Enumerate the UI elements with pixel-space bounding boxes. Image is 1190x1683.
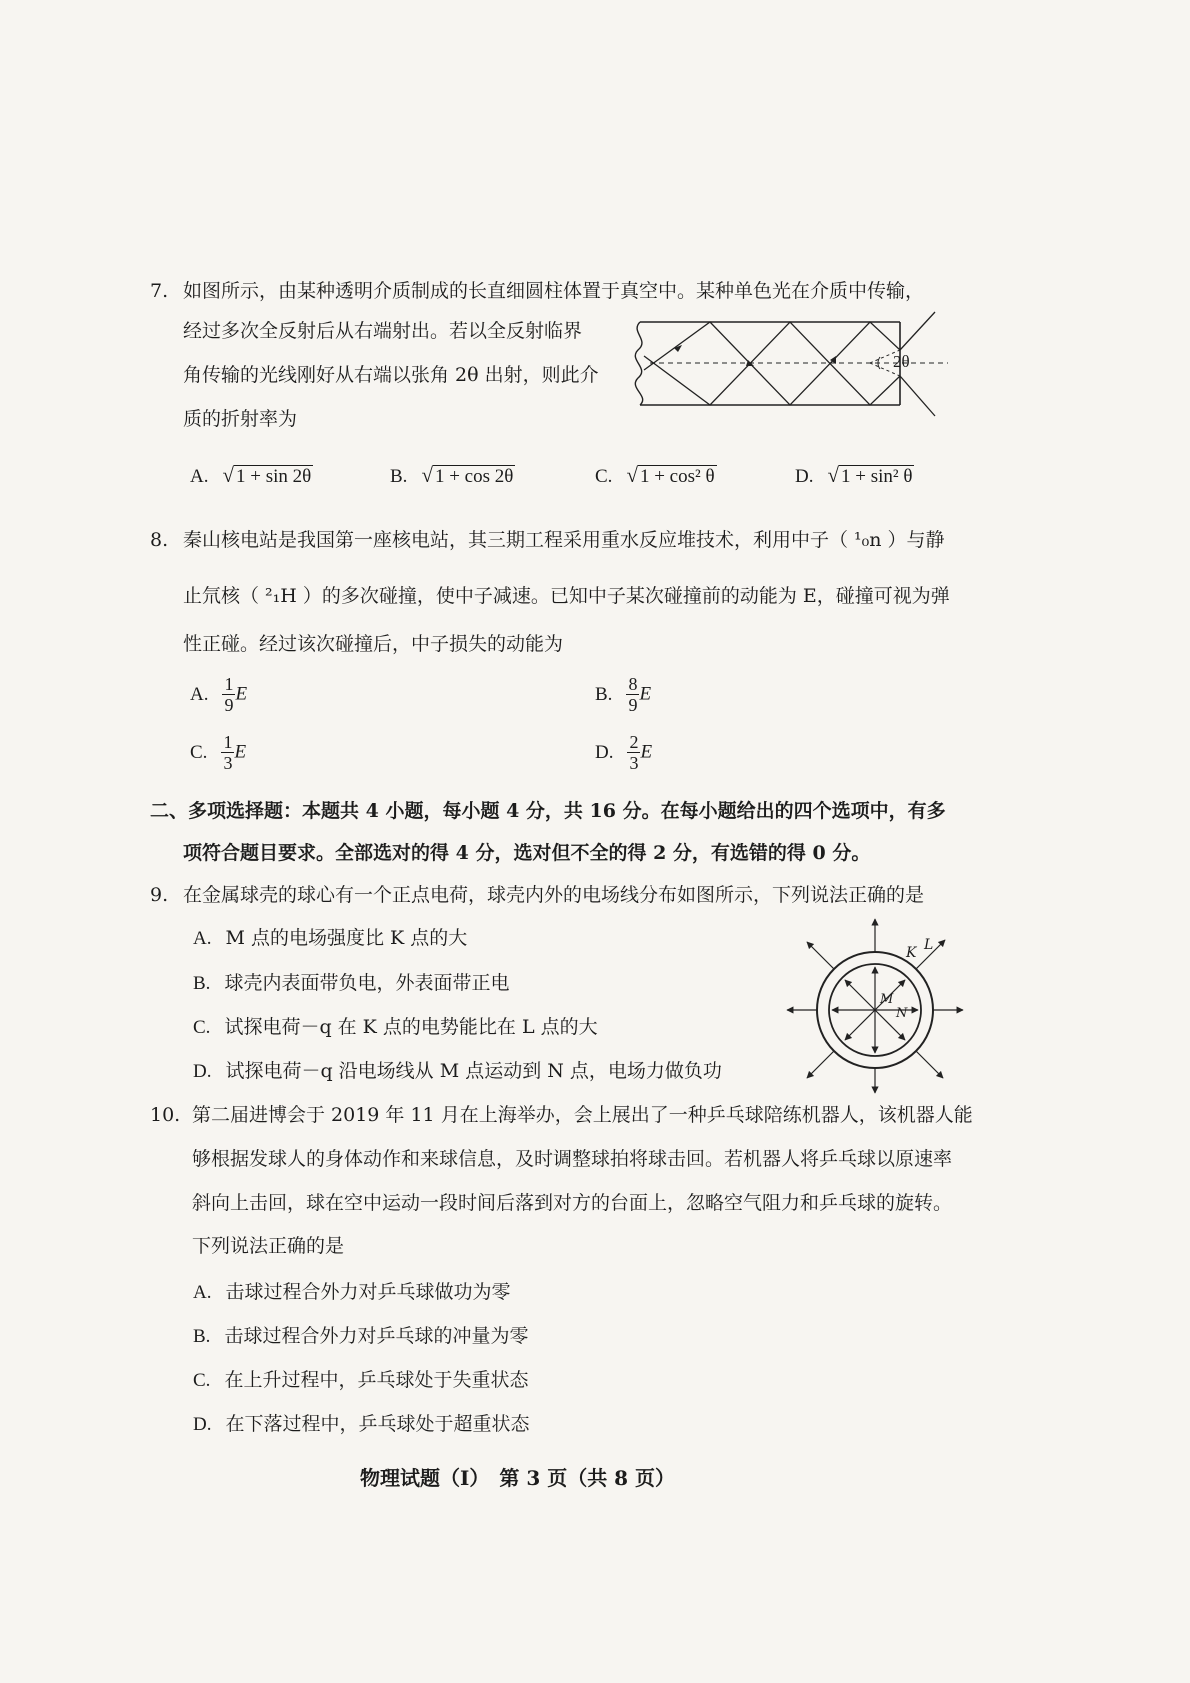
section2-instructions-line1: 二、多项选择题：本题共 4 小题，每小题 4 分，共 16 分。在每小题给出的四个选项中，有多 xyxy=(150,800,946,822)
q10-number: 10. xyxy=(150,1104,181,1126)
q7-option-d: D. √ 1 + sin² θ xyxy=(795,462,914,490)
q8-stem-line3: 性正碰。经过该次碰撞后，中子损失的动能为 xyxy=(183,633,564,655)
q7-option-a-value: 1 + sin 2θ xyxy=(236,466,312,487)
q10-option-b xyxy=(193,1323,528,1350)
q10-option-d-label: D. xyxy=(193,1414,212,1435)
q9-figure-label-k: K xyxy=(906,945,917,961)
q9-option-d xyxy=(193,1058,722,1085)
q9-option-c xyxy=(193,1014,598,1041)
q8-option-d-var: E xyxy=(640,741,653,763)
q10-stem-line4: 下列说法正确的是 xyxy=(192,1235,345,1257)
q9-option-b xyxy=(193,970,509,997)
q10-stem-line3: 斜向上击回，球在空中运动一段时间后落到对方的台面上，忽略空气阻力和乒乓球的旋转。 xyxy=(192,1192,953,1214)
q10-option-a-label: A. xyxy=(193,1282,212,1303)
q8-option-a-denominator: 9 xyxy=(224,695,234,715)
q7-option-c: C. √ 1 + cos² θ xyxy=(595,462,717,490)
q7-option-b-label: B. xyxy=(390,466,408,487)
section2-instructions-line2: 项符合题目要求。全部选对的得 4 分，选对但不全的得 2 分，有选错的得 0 分。 xyxy=(183,842,871,864)
q9-option-a-label: A. xyxy=(193,928,212,949)
q8-option-a-numerator: 1 xyxy=(224,674,234,694)
q7-option-b-value: 1 + cos 2θ xyxy=(434,466,514,487)
q8-option-b-var: E xyxy=(639,683,652,705)
q7-number: 7. xyxy=(150,280,169,302)
q10-stem-line1: 第二届进博会于 2019 年 11 月在上海举办，会上展出了一种乒乓球陪练机器人，该机器人能 xyxy=(192,1104,973,1126)
q9-option-b-text: 球壳内表面带负电，外表面带正电 xyxy=(224,972,510,994)
q10-option-c-text: 在上升过程中，乒乓球处于失重状态 xyxy=(224,1369,529,1391)
q8-option-b-label: B. xyxy=(595,683,613,705)
q8-option-d xyxy=(595,732,652,773)
q7-figure-angle-label: 2θ xyxy=(893,352,910,371)
q7-stem-line3: 角传输的光线刚好从右端以张角 2θ 出射，则此介 xyxy=(183,364,599,386)
q7-stem-line2: 经过多次全反射后从右端射出。若以全反射临界 xyxy=(183,320,583,342)
q7-option-d-label: D. xyxy=(795,466,814,487)
q9-option-c-label: C. xyxy=(193,1017,211,1038)
page-footer: 物理试题（Ⅰ） 第 3 页（共 8 页） xyxy=(360,1466,676,1490)
q8-option-b xyxy=(595,674,651,715)
q10-option-b-label: B. xyxy=(193,1326,211,1347)
q8-option-c xyxy=(190,732,246,773)
q8-stem-line1: 秦山核电站是我国第一座核电站，其三期工程采用重水反应堆技术，利用中子（ ¹₀n ）与静 xyxy=(183,529,945,551)
q7-option-d-value: 1 + sin² θ xyxy=(841,466,913,487)
q9-shell-figure xyxy=(785,915,965,1095)
q7-option-b: B. √ 1 + cos 2θ xyxy=(390,462,515,490)
q8-option-d-label: D. xyxy=(595,741,614,763)
q9-option-a-text: M 点的电场强度比 K 点的大 xyxy=(225,927,468,949)
q9-figure-label-n: N xyxy=(896,1006,908,1021)
q10-option-b-text: 击球过程合外力对乒乓球的冲量为零 xyxy=(224,1325,529,1347)
q9-option-d-label: D. xyxy=(193,1061,212,1082)
q10-option-c-label: C. xyxy=(193,1370,211,1391)
q8-option-a xyxy=(190,674,247,715)
q9-option-a xyxy=(193,925,467,952)
q10-option-d xyxy=(193,1411,530,1438)
q7-option-a-label: A. xyxy=(190,466,209,487)
q8-option-c-label: C. xyxy=(190,741,208,763)
q8-option-a-label: A. xyxy=(190,683,209,705)
q9-figure-label-l: L xyxy=(924,937,934,953)
q8-option-c-numerator: 1 xyxy=(223,732,233,752)
q8-stem-line2: 止氘核（ ²₁H ）的多次碰撞，使中子减速。已知中子某次碰撞前的动能为 E，碰撞可视为弹 xyxy=(183,585,950,607)
q9-stem-line1: 在金属球壳的球心有一个正点电荷，球壳内外的电场线分布如图所示，下列说法正确的是 xyxy=(183,884,925,906)
q8-option-d-denominator: 3 xyxy=(629,753,639,773)
q8-option-b-numerator: 8 xyxy=(628,674,638,694)
q10-option-c xyxy=(193,1367,528,1394)
q8-option-c-var: E xyxy=(234,741,247,763)
q9-option-b-label: B. xyxy=(193,973,211,994)
q8-option-d-numerator: 2 xyxy=(629,732,639,752)
q10-option-a xyxy=(193,1279,511,1306)
q9-option-d-text: 试探电荷－q 沿电场线从 M 点运动到 N 点，电场力做负功 xyxy=(225,1060,722,1082)
q7-stem-line1: 如图所示，由某种透明介质制成的长直细圆柱体置于真空中。某种单色光在介质中传输， xyxy=(183,280,925,302)
q9-number: 9. xyxy=(150,884,169,906)
q7-option-c-label: C. xyxy=(595,466,613,487)
q7-stem-line4: 质的折射率为 xyxy=(183,408,298,430)
q8-option-a-var: E xyxy=(235,683,248,705)
q7-option-c-value: 1 + cos² θ xyxy=(639,466,715,487)
q9-option-c-text: 试探电荷－q 在 K 点的电势能比在 L 点的大 xyxy=(224,1016,598,1038)
q9-figure-label-m: M xyxy=(880,992,894,1007)
q8-number: 8. xyxy=(150,529,169,551)
q8-option-b-denominator: 9 xyxy=(628,695,638,715)
q8-option-c-denominator: 3 xyxy=(223,753,233,773)
q7-option-a: A. √ 1 + sin 2θ xyxy=(190,462,313,490)
q10-stem-line2: 够根据发球人的身体动作和来球信息，及时调整球拍将球击回。若机器人将乒乓球以原速率 xyxy=(192,1148,953,1170)
q10-option-d-text: 在下落过程中，乒乓球处于超重状态 xyxy=(225,1413,530,1435)
q10-option-a-text: 击球过程合外力对乒乓球做功为零 xyxy=(225,1281,511,1303)
